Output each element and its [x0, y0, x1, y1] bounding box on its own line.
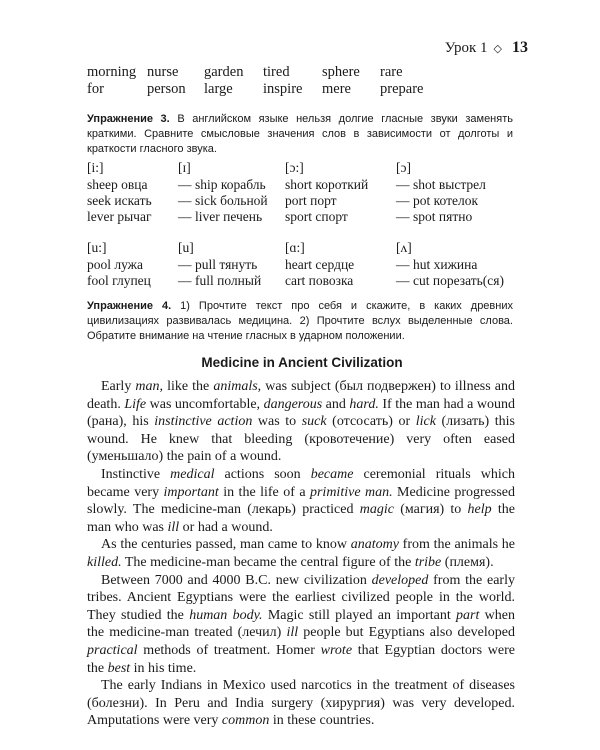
text-run: (племя). [441, 554, 494, 570]
dash: — [396, 193, 410, 208]
vowel-pairs-table-1 [87, 160, 517, 225]
highlighted-word: tribe [414, 554, 442, 570]
text-run: The early Indians in Mexico used narcotics in the treatment of diseases (болезни). In Peru and India surgery (хирургия) was very developed. Amputations were very [87, 678, 515, 729]
word-pair: ship корабль [195, 177, 266, 192]
lesson-label: Урок 1 [444, 39, 488, 56]
text-run: was to [252, 414, 302, 430]
word-pair: cart повозка [285, 273, 354, 288]
text-run: people but Egyptians also developed [298, 625, 515, 641]
highlighted-word: hard. [349, 396, 379, 412]
word-pair: heart сердце [285, 257, 355, 272]
word-pair: pull тянуть [195, 257, 258, 272]
dash: — [396, 177, 410, 192]
word: large [204, 81, 233, 97]
text-run: Instinctive [101, 466, 171, 482]
dash: — [178, 177, 192, 192]
highlighted-word: best [107, 660, 131, 676]
text-run: in these countries. [269, 713, 375, 729]
text-run: Magic still played an important [262, 607, 457, 623]
highlighted-word: became [310, 466, 354, 482]
word-pair: cut порезать(ся) [413, 273, 504, 288]
highlighted-word: lick [415, 414, 436, 430]
highlighted-word: primitive man. [309, 484, 393, 500]
paragraph [87, 536, 515, 571]
word-pair: spot пятно [413, 209, 473, 224]
word-pair: fool глупец [87, 273, 151, 288]
word: garden [204, 64, 244, 80]
word-pair: lever рычаг [87, 209, 152, 224]
text-run: like the [163, 379, 214, 394]
diamond-icon: ◇ [493, 42, 502, 55]
highlighted-word: ill [167, 519, 180, 535]
highlighted-word: human body. [189, 607, 263, 623]
text-run: from the early tribes. Ancient Egyptians were the earliest civilized people in the world. They studied the [87, 572, 515, 623]
text-run: The medicine-man became the central figure of the [121, 554, 415, 570]
text-run: methods of treatment. Homer [137, 642, 321, 658]
dash: — [178, 273, 192, 288]
highlighted-word: ill [286, 625, 299, 641]
text-run: (отсосать) or [326, 414, 416, 430]
highlighted-word: suck [301, 414, 327, 430]
page-number: 13 [512, 39, 528, 56]
highlighted-word: instinctive action [154, 414, 253, 430]
word-grid [87, 64, 440, 98]
word-pair: sick больной [195, 193, 268, 208]
phoneme-header: [ɑ:] [285, 240, 305, 255]
word-pair: full полный [195, 273, 262, 288]
text-run: was uncomfortable, [146, 396, 264, 412]
text-run: when the medicine-man treated (лечил) [87, 607, 515, 641]
word: for [87, 81, 104, 97]
exercise-4-label: Упражнение 4. [87, 300, 172, 312]
exercise-3-label: Упражнение 3. [87, 113, 170, 125]
page-header [445, 39, 528, 57]
word: sphere [322, 64, 360, 80]
highlighted-word: dangerous [263, 396, 323, 412]
highlighted-word: Life [124, 396, 147, 412]
word-pair: shot выстрел [413, 177, 486, 192]
phoneme-header: [ʌ] [396, 240, 412, 255]
text-run: , was subject (был подвержен) to illness and death. [87, 379, 515, 412]
exercise-3-instructions [87, 112, 513, 157]
highlighted-word: help [467, 502, 492, 518]
highlighted-word: common [221, 713, 270, 729]
text-run: If the man had a wound (рана), his [87, 396, 515, 430]
paragraph [87, 572, 515, 678]
section-title: Medicine in Ancient Civilization [201, 355, 403, 370]
phoneme-header: [ɔ] [396, 160, 411, 175]
paragraph [87, 677, 515, 730]
text-run: and [322, 396, 350, 412]
exercise-3-text: В английском языке нельзя долгие гласные звуки заменять краткими. Сравните смысловые значения слов в зависимости от долготы и краткости гласного звука. [87, 113, 513, 155]
phoneme-header: [u] [178, 240, 194, 255]
phoneme-header: [ɔ:] [285, 160, 304, 175]
word: prepare [380, 81, 424, 97]
word-pair: pot котелок [413, 193, 479, 208]
text-run: or had a wound. [179, 519, 273, 535]
word-pair: pool лужа [87, 257, 144, 272]
word: inspire [263, 81, 303, 97]
text-run: that Egyptian doctors were the [87, 642, 515, 676]
text-run: in the life of a [218, 484, 310, 500]
text-run: from the animals he [398, 537, 515, 553]
text-run: in his time. [130, 660, 197, 676]
dash: — [396, 209, 410, 224]
dash: — [178, 209, 192, 224]
dash: — [178, 193, 192, 208]
word: morning [87, 64, 137, 80]
highlighted-word: part [456, 607, 480, 623]
highlighted-word: medical [170, 466, 215, 482]
highlighted-word: killed. [87, 554, 122, 570]
text-run: actions soon [214, 466, 311, 482]
exercise-4-text: 1) Прочтите текст про себя и скажите, в каких древних цивилизациях развивалась медицина. 2) Прочтите вслух выделенные слова. Обратите внимание на чтение гласных в ударном положении. [87, 300, 513, 342]
word-pair: port порт [285, 193, 337, 208]
text-run: As the centuries passed, man came to know [101, 537, 351, 553]
word: person [147, 81, 186, 97]
paragraph [87, 466, 515, 536]
highlighted-word: animals [213, 379, 258, 394]
exercise-4-instructions [87, 299, 513, 344]
text-run: Between 7000 and 4000 B.C. new civilization [101, 572, 372, 588]
highlighted-word: developed [371, 572, 429, 588]
dash: — [178, 257, 192, 272]
text-run: ceremonial rituals which became very [87, 466, 515, 500]
text-run: (магия) to [393, 502, 468, 518]
word: mere [322, 81, 351, 97]
word-pair: sport спорт [285, 209, 348, 224]
word-pair: liver печень [195, 209, 263, 224]
phoneme-header: [u:] [87, 240, 107, 255]
word: tired [263, 64, 290, 80]
text-run: the man who was [87, 502, 515, 535]
text-run: (лизать) this wound. He knew that bleeding (кровотечение) very often eased (уменьшало) the pain of a wound. [87, 414, 515, 465]
text-run: Early [101, 379, 136, 394]
highlighted-word: anatomy [350, 537, 399, 553]
word-pair: seek искать [87, 193, 152, 208]
dash: — [396, 257, 410, 272]
dash: — [396, 273, 410, 288]
text-run: Medicine progressed slowly. The medicine-man (лекарь) practiced [87, 484, 516, 518]
highlighted-word: man, [135, 379, 164, 394]
phoneme-header: [ɪ] [178, 160, 191, 175]
vowel-pairs-table-2 [87, 240, 517, 289]
highlighted-word: magic [359, 502, 394, 518]
word: rare [380, 64, 403, 80]
word-pair: sheep овца [87, 177, 148, 192]
word: nurse [147, 64, 179, 80]
word-pair: hut хижина [413, 257, 478, 272]
phoneme-header: [i:] [87, 160, 104, 175]
highlighted-word: important [163, 484, 219, 500]
reading-text [87, 378, 515, 730]
word-pair: short короткий [285, 177, 369, 192]
highlighted-word: practical [87, 642, 138, 658]
paragraph [87, 378, 515, 466]
highlighted-word: wrote [320, 642, 353, 658]
